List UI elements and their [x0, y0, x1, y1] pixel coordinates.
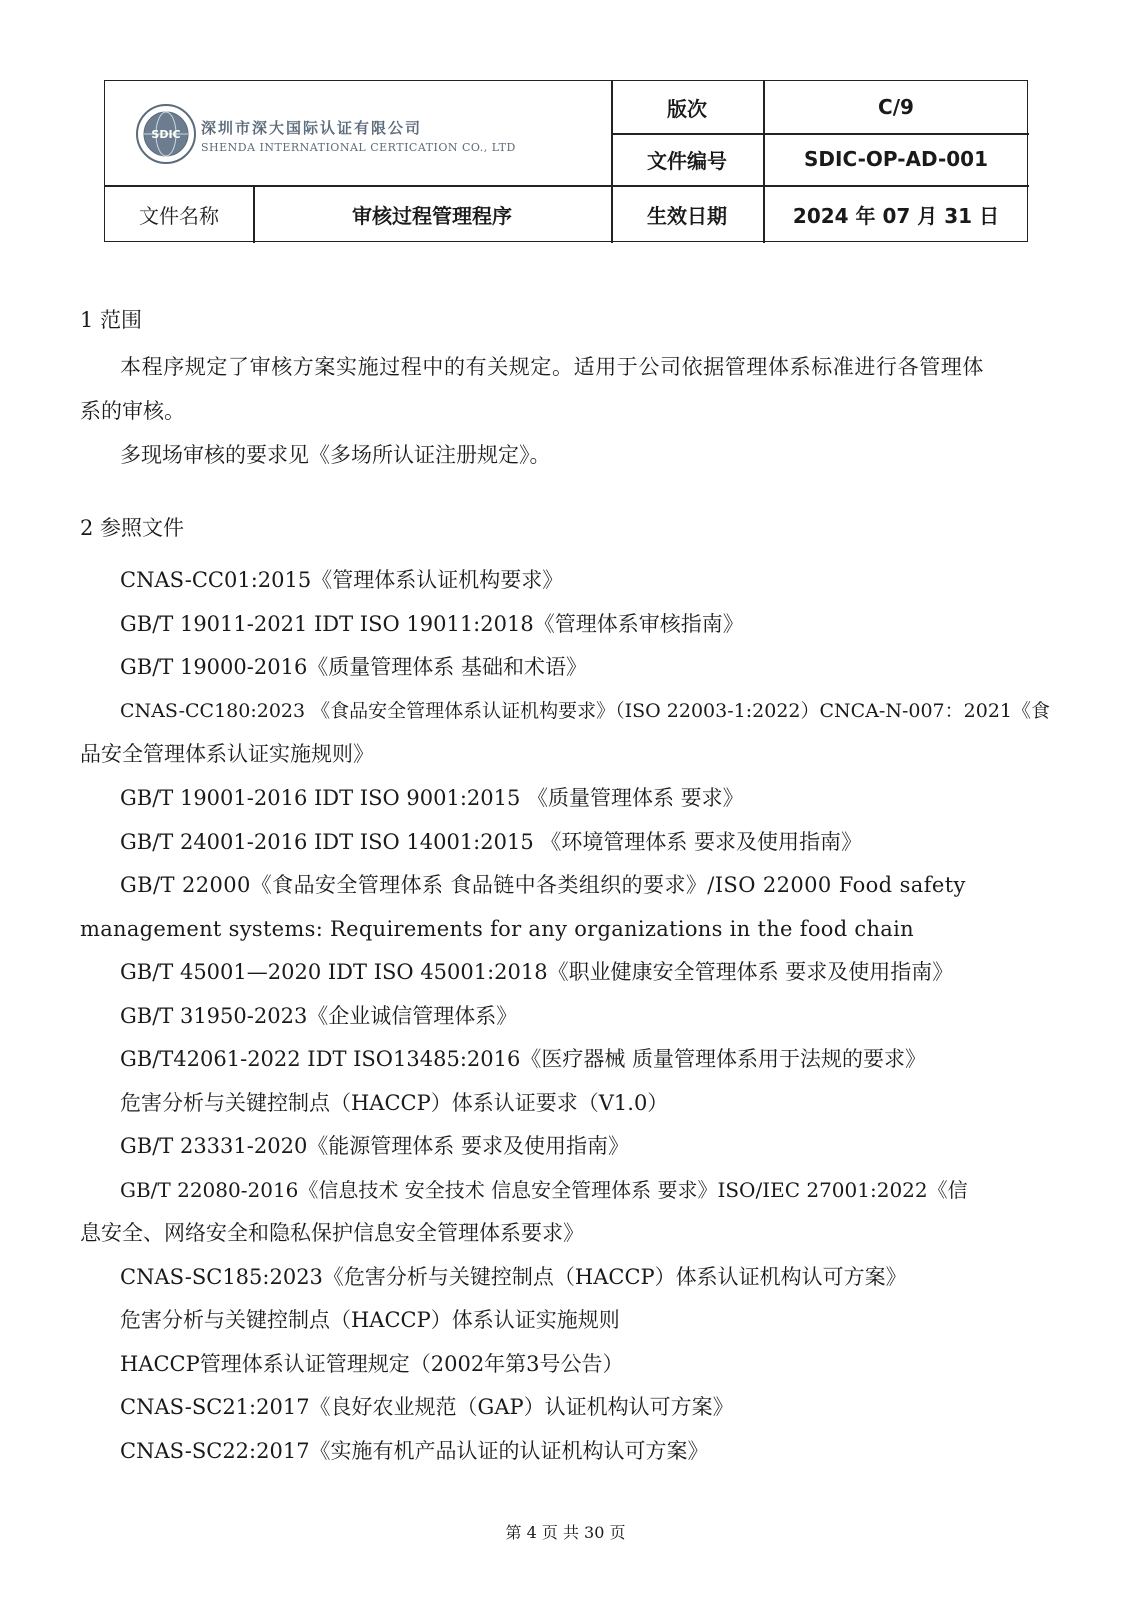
section-2-title: 2 参照文件 — [80, 516, 185, 540]
date-label: 生效日期 — [647, 203, 727, 228]
reference-item: GB/T 45001—2020 IDT ISO 45001:2018《职业健康安全管理体系 要求及使用指南》 — [120, 960, 954, 984]
reference-item: GB/T 23331-2020《能源管理体系 要求及使用指南》 — [120, 1134, 629, 1158]
company-name-cn: 深圳市深大国际认证有限公司 — [201, 119, 423, 137]
docno-value: SDIC-OP-AD-001 — [804, 147, 988, 171]
reference-item: CNAS-CC01:2015《管理体系认证机构要求》 — [120, 568, 564, 592]
reference-item: GB/T 22000《食品安全管理体系 食品链中各类组织的要求》/ISO 22000 Food safety — [120, 873, 966, 897]
company-logo-block — [105, 81, 621, 189]
reference-item: GB/T 19011-2021 IDT ISO 19011:2018《管理体系审核指南》 — [120, 612, 744, 636]
reference-item: CNAS-SC21:2017《良好农业规范（GAP）认证机构认可方案》 — [120, 1395, 734, 1419]
reference-item: GB/T42061-2022 IDT ISO13485:2016《医疗器械 质量管理体系用于法规的要求》 — [120, 1047, 927, 1071]
document-header-table — [104, 80, 1028, 242]
reference-item: HACCP管理体系认证管理规定（2002年第3号公告） — [120, 1352, 624, 1376]
section-1-para-1-line-2: 系的审核。 — [80, 399, 185, 423]
reference-item-continued: 品安全管理体系认证实施规则》 — [80, 742, 374, 766]
reference-item: 危害分析与关键控制点（HACCP）体系认证实施规则 — [120, 1308, 620, 1332]
section-1-para-1-line-1: 本程序规定了审核方案实施过程中的有关规定。适用于公司依据管理体系标准进行各管理体 — [120, 355, 984, 379]
reference-item: GB/T 24001-2016 IDT ISO 14001:2015 《环境管理体系 要求及使用指南》 — [120, 830, 863, 854]
date-value: 2024 年 07 月 31 日 — [792, 203, 1000, 228]
section-1-title: 1 范围 — [80, 308, 143, 332]
docname-label: 文件名称 — [139, 203, 219, 228]
reference-item: CNAS-CC180:2023 《食品安全管理体系认证机构要求》（ISO 22003-1:2022）CNCA-N-007：2021《食 — [120, 700, 1050, 722]
logo-abbr: SDIC — [151, 128, 181, 141]
reference-item: GB/T 22080-2016《信息技术 安全技术 信息安全管理体系 要求》ISO/IEC 27001:2022《信 — [120, 1178, 968, 1202]
page-number: 第 4 页 共 30 页 — [505, 1523, 626, 1542]
reference-item: CNAS-SC185:2023《危害分析与关键控制点（HACCP）体系认证机构认可方案》 — [120, 1265, 907, 1289]
reference-item: GB/T 19001-2016 IDT ISO 9001:2015 《质量管理体系 要求》 — [120, 786, 744, 810]
docno-label: 文件编号 — [647, 148, 727, 173]
company-seal-icon — [135, 103, 197, 165]
section-1-para-2: 多现场审核的要求见《多场所认证注册规定》。 — [120, 443, 551, 467]
version-value: C/9 — [878, 95, 914, 119]
reference-item: 危害分析与关键控制点（HACCP）体系认证要求（V1.0） — [120, 1091, 669, 1115]
reference-item: GB/T 19000-2016《质量管理体系 基础和术语》 — [120, 655, 587, 679]
reference-item-continued: management systems: Requirements for any organizations in the food chain — [80, 917, 914, 941]
reference-item: CNAS-SC22:2017《实施有机产品认证的认证机构认可方案》 — [120, 1439, 709, 1463]
reference-item: GB/T 31950-2023《企业诚信管理体系》 — [120, 1004, 518, 1028]
version-label: 版次 — [667, 96, 707, 121]
reference-item-continued: 息安全、网络安全和隐私保护信息安全管理体系要求》 — [80, 1221, 584, 1245]
docname-value: 审核过程管理程序 — [352, 203, 512, 228]
company-name-en: SHENDA INTERNATIONAL CERTICATION CO., LTD — [201, 141, 516, 154]
